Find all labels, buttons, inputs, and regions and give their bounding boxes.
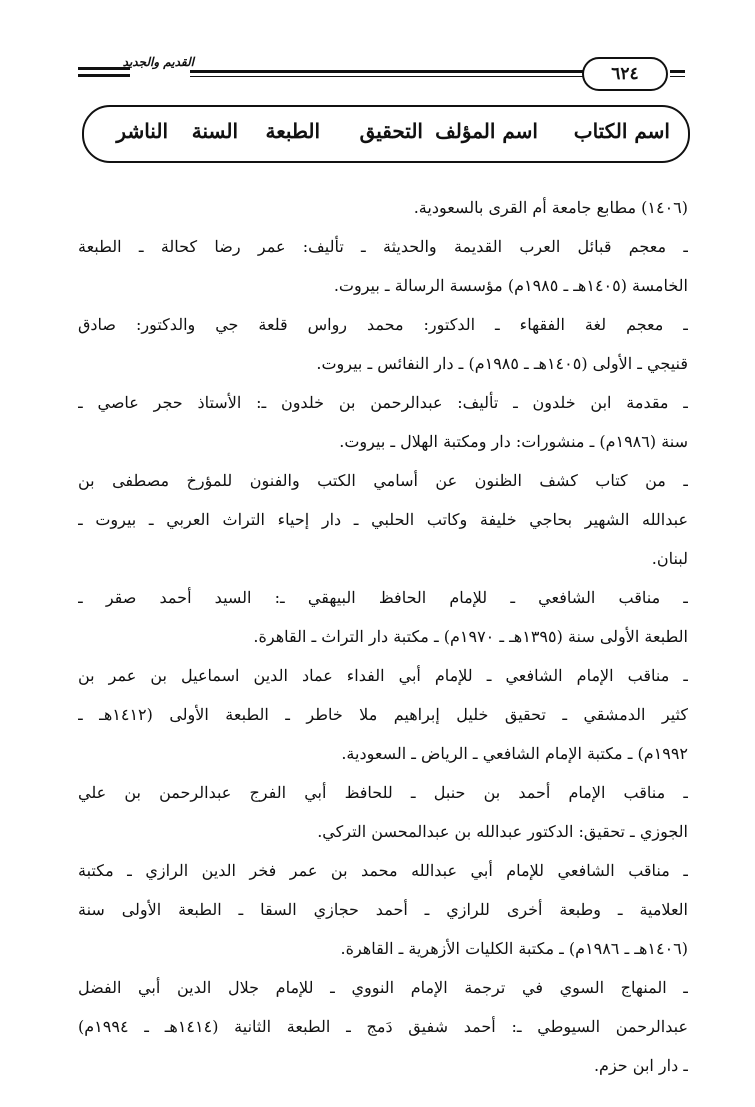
column-book-title: اسم الكتاب	[573, 119, 670, 143]
text-line: ـ دار ابن حزم.	[593, 1056, 688, 1075]
text-line: الطبعة الأولى سنة (١٣٩٥هـ ـ ١٩٧٠م) ـ مكتبة دار التراث ـ القاهرة.	[253, 627, 688, 646]
text-line: ـ مقدمة ابن خلدون ـ تأليف: عبدالرحمن بن خلدون ـ: الأستاذ حجر عاصي ـ	[78, 393, 688, 412]
header-rule-top	[190, 70, 645, 73]
bibliography-text	[78, 188, 688, 1085]
text-line: ـ مناقب الإمام الشافعي ـ للإمام أبي الفداء عماد الدين اسماعيل بن عمر بن	[78, 666, 688, 685]
text-line: (١٤٠٦) مطابع جامعة أم القرى بالسعودية.	[413, 198, 688, 217]
text-line: ـ معجم قبائل العرب القديمة والحديثة ـ تأليف: عمر رضا كحالة ـ الطبعة	[78, 237, 688, 256]
text-line: ـ المنهاج السوي في ترجمة الإمام النووي ـ للإمام جلال الدين أبي الفضل	[78, 978, 688, 997]
text-line: الجوزي ـ تحقيق: الدكتور عبدالله بن عبدالمحسن التركي.	[317, 822, 688, 841]
text-line: قنيجي ـ الأولى (١٤٠٥هـ ـ ١٩٨٥م) ـ دار النفائس ـ بيروت.	[316, 354, 688, 373]
running-header	[70, 55, 685, 91]
text-line: ـ مناقب الإمام أحمد بن حنبل ـ للحافظ أبي الفرج عبدالرحمن بن علي	[78, 783, 688, 802]
running-title: القديم والجديد	[122, 55, 194, 69]
text-line: العلامية ـ وطبعة أخرى للرازي ـ أحمد حجازي السقا ـ الطبعة الأولى سنة	[78, 900, 688, 919]
column-year: السنة	[191, 119, 238, 143]
text-line: كثير الدمشقي ـ تحقيق خليل إبراهيم ملا خاطر ـ الطبعة الأولى (١٤١٢هـ ـ	[78, 705, 688, 724]
text-line: ـ مناقب الشافعي للإمام أبي عبدالله محمد بن عمر فخر الدين الرازي ـ مكتبة	[78, 861, 688, 880]
text-line: الخامسة (١٤٠٥هـ ـ ١٩٨٥م) مؤسسة الرسالة ـ بيروت.	[333, 276, 688, 295]
column-editor: التحقيق	[359, 119, 423, 143]
header-rule-left-bottom	[78, 74, 130, 77]
column-publisher: الناشر	[116, 119, 168, 143]
text-line: لبنان.	[651, 549, 688, 568]
text-line: (١٤٠٦هـ ـ ١٩٨٦م) ـ مكتبة الكليات الأزهرية ـ القاهرة.	[340, 939, 688, 958]
header-rule-bottom	[190, 76, 645, 77]
column-edition: الطبعة	[265, 119, 320, 143]
page-number: ٦٢٤	[582, 57, 668, 91]
header-rule-right-bottom	[670, 76, 685, 77]
text-line: سنة (١٩٨٦م) ـ منشورات: دار ومكتبة الهلال ـ بيروت.	[339, 432, 688, 451]
column-author: اسم المؤلف	[435, 119, 538, 143]
text-line: ١٩٩٢م) ـ مكتبة الإمام الشافعي ـ الرياض ـ السعودية.	[341, 744, 688, 763]
text-line: ـ مناقب الشافعي ـ للإمام الحافظ البيهقي ـ: السيد أحمد صقر ـ	[78, 588, 688, 607]
text-line: عبدالرحمن السيوطي ـ: أحمد شفيق دَمج ـ الطبعة الثانية (١٤١٤هـ ـ ١٩٩٤م)	[78, 1017, 688, 1036]
text-line: ـ من كتاب كشف الظنون عن أسامي الكتب والفنون للمؤرخ مصطفى بن	[78, 471, 688, 490]
text-line: ـ معجم لغة الفقهاء ـ الدكتور: محمد رواس قلعة جي والدكتور: صادق	[78, 315, 688, 334]
column-headings	[82, 105, 690, 163]
header-rule-right-top	[670, 70, 685, 73]
text-line: عبدالله الشهير بحاجي خليفة وكاتب الحلبي ـ دار إحياء التراث العربي ـ بيروت ـ	[78, 510, 688, 529]
